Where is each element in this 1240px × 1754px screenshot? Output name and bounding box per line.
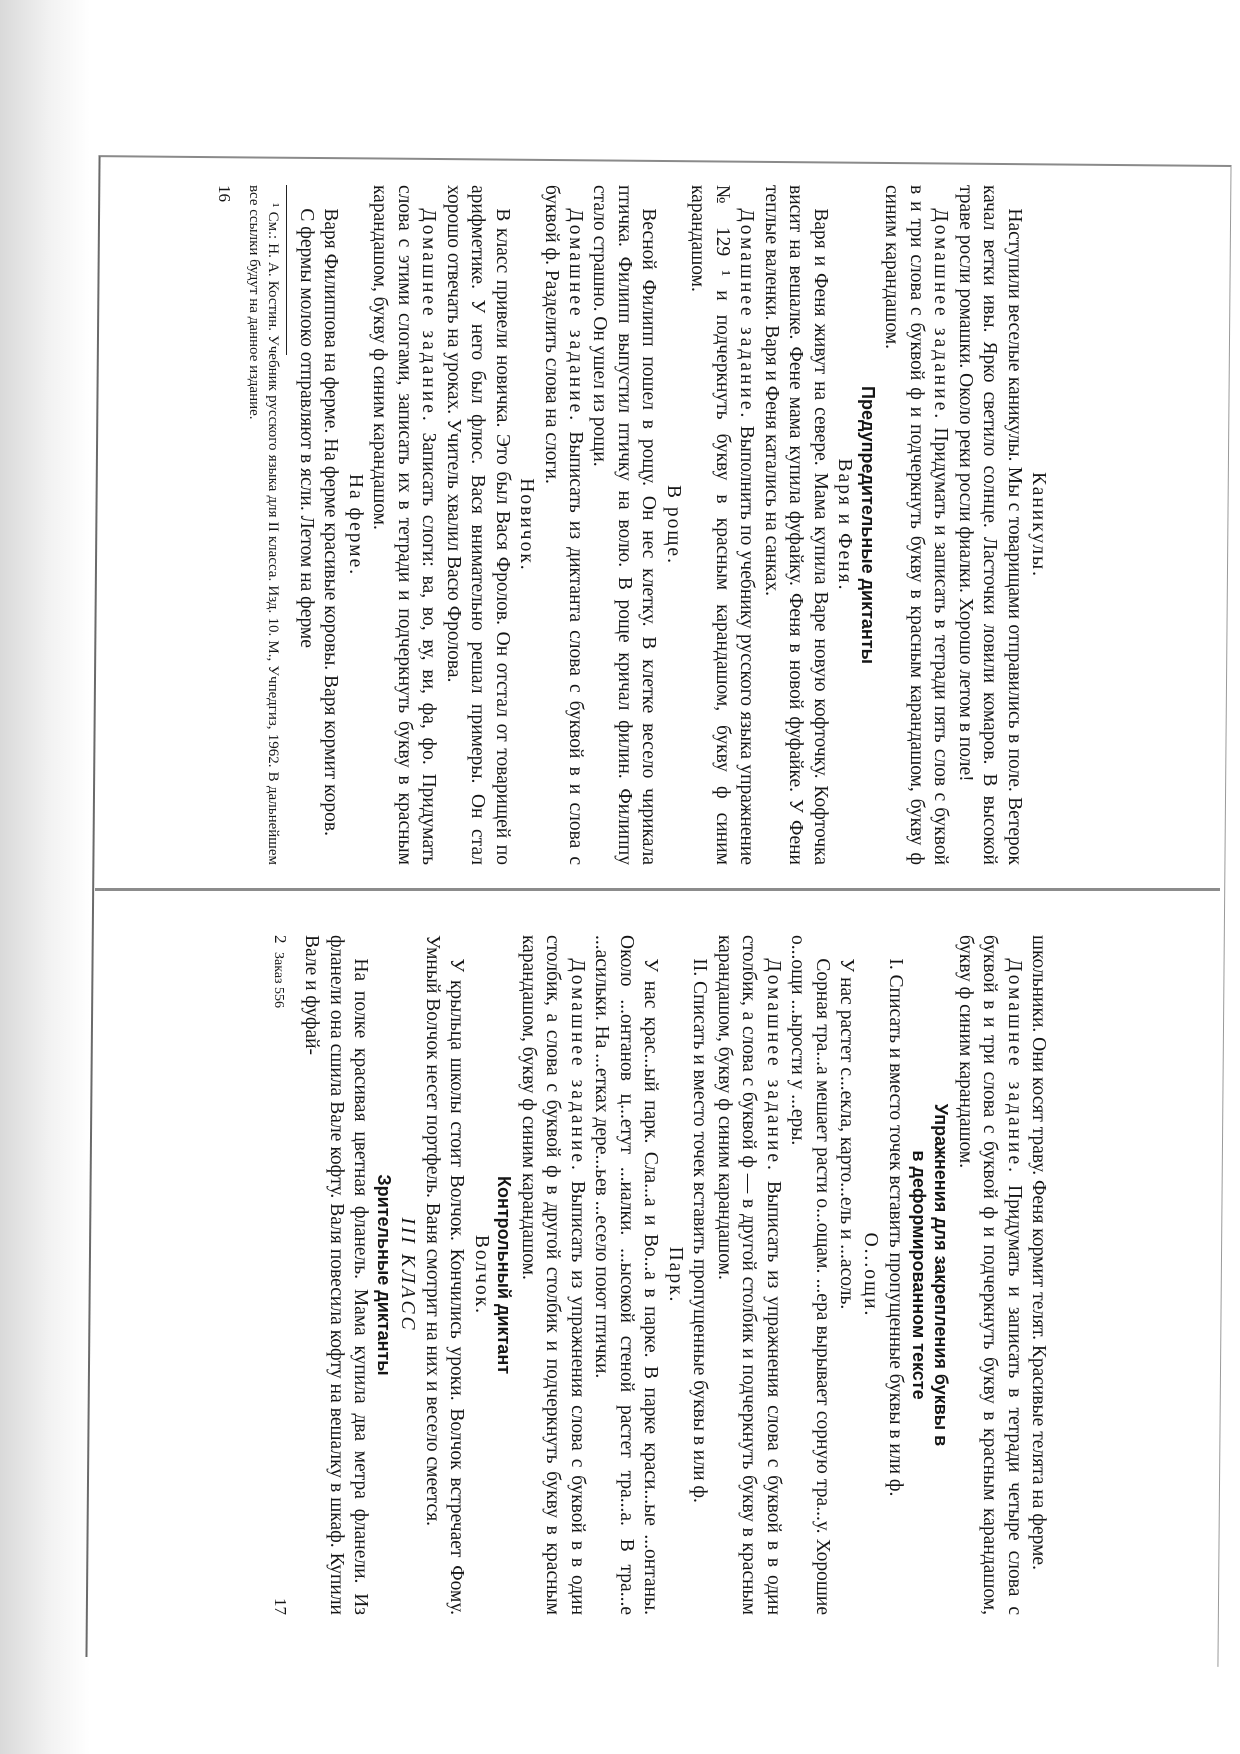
printer-signature (269, 935, 291, 1008)
homework-oochi (711, 935, 784, 1615)
homework-novichok (367, 185, 440, 865)
heading-park: Парк. (664, 1246, 686, 1304)
homework-text: Выписать из диктанта слова с буквой в и слова с буквой ф. Разделить слова на слоги. (540, 185, 586, 865)
homework-text: Записать слоги: ва, во, ву, ви, фа, фо. Придумать слова с этими слогами, записать их в тетради и подчеркнуть букву в красным карандашом, букву ф синим карандашом. (369, 185, 440, 865)
section-heading-exercises-line1: Упражнения для закрепления буквы в (931, 1103, 952, 1447)
paragraph-park: У нас крас...ый парк. Сла...а и Во...а в парке. В парке краси...ые ...онтаны. Около ...онтанов ц...етут ...иалки. ...ысокой стеной растет тра...а. В тра...е ...асильки. На ...етках дере...ьев ...есело поют птички. (591, 935, 662, 1615)
homework-text: Выписать из упражнения слова с буквой в в один столбик, а слова с буквой ф — в другой столбик и подчеркнуть букву в красным карандашом, букву ф синим карандашом. (713, 935, 784, 1615)
class-heading: III КЛАСС (397, 1217, 419, 1333)
section-heading-control: Контрольный диктант (494, 1175, 515, 1375)
homework-label: Домашнее задание. (418, 208, 440, 424)
homework-label: Домашнее задание. (736, 208, 758, 421)
paragraph-varya: Варя и Феня живут на севере. Мама купила Варе новую кофточку. Кофточка висит на вешалке. Фене мама купила фуфайку. Феня в новой фуфайке. У Фени теплые валенки. Варя и Феня катались на санках. (760, 185, 831, 865)
heading-na-ferme: На ферме. (344, 473, 366, 577)
paragraph-volchok: У крыльца школы стоит Волчок. Кончились уроки. Волчок встречает Фому. Умный Волчок несет портфель. Ваня смотрит на них и весело смеется. (421, 935, 468, 1615)
heading-oochi: О...ощи. (860, 1232, 882, 1318)
heading-volchok: Волчок. (470, 1234, 492, 1316)
exercise-instruction-2: II. Списать и вместо точек вставить пропущенные буквы в или ф. (689, 958, 711, 1503)
homework-text: Придумать и записать в тетради пять слов с буквой в и три слова с буквой ф и подчеркнуть букву в красным карандашом, букву ф синим карандашом. (881, 185, 952, 865)
page-footer-17 (269, 935, 291, 1615)
page-16 (160, 185, 1050, 865)
paragraph-na-ferme-1: Варя Филиппова на ферме. На ферме красивые коровы. Варя кормит коров. (320, 208, 342, 836)
paragraph-novichok: В класс привели новичка. Это был Вася Фролов. Он отстал от товарищей по арифметике. У него был флюс. Вася внимательно решал примеры. Он стал хорошо отвечать на уроках. Учитель хвалил Васю Фролова. (442, 185, 513, 865)
paragraph-v-roshche: Весной Филипп пошел в рощу. Он нес клетку. В клетке весело чирикала птичка. Филипп выпустил птичку на волю. В роще кричал филин. Филиппу стало страшно. Он ушел из рощи. (589, 185, 660, 865)
homework-text: Выписать из упражнения слова с буквой в в один столбик, а слова с буквой ф в другой столбик и подчеркнуть букву в красным карандашом, букву ф синим карандашом. (517, 935, 588, 1615)
homework-label: Домашнее задание. (564, 208, 586, 424)
homework-continuation (952, 935, 1025, 1615)
homework-label: Домашнее задание. (1003, 958, 1025, 1176)
heading-kanikuly: Каникулы. (1028, 471, 1049, 579)
homework-label: Домашнее задание. (566, 958, 588, 1173)
footnote: ¹ См.: Н. А. Костин. Учебник русского языка для II класса. Изд. 10. М., Учпедгиз, 1962. В дальнейшем все ссылки будут на данное издание. (245, 185, 282, 865)
signature-number: 2 (271, 935, 291, 944)
homework-varya (685, 185, 758, 865)
footnote-rule (286, 185, 287, 355)
page-17 (160, 935, 1050, 1615)
paragraph-oochi-1: У нас растет с...екла, карто...ель и ...асоль. (836, 958, 858, 1310)
paragraph-continuation: школьники. Они косят траву. Феня кормит телят. Красивые телята на ферме. (1028, 935, 1049, 1570)
homework-text: Придумать и записать в тетради четыре слова с буквой в и три слова с буквой ф и подчеркнуть букву в красным карандашом, букву ф синим карандашом. (954, 935, 1025, 1615)
exercise-instruction-1: I. Списать и вместо точек вставить пропущенные буквы в или ф. (884, 958, 906, 1497)
heading-varya: Варя и Феня. (834, 458, 856, 592)
section-heading-visual: Зрительные диктанты (374, 1174, 395, 1376)
section-heading-exercises-line2: в деформированном тексте (908, 1150, 929, 1400)
page-number-17: 17 (271, 1598, 291, 1615)
page-number-16: 16 (215, 185, 235, 202)
homework-park (515, 935, 588, 1615)
paragraph-oochi-2: Сорная тра...а мешает расти о...ощам. ...ера вырывает сорную тра...у. Хорошие о...ощи ...ырости у ...еры. (787, 935, 833, 1615)
homework-v-roshche (538, 185, 587, 865)
heading-novichok: Новичок. (516, 478, 538, 572)
homework-label: Домашнее задание. (930, 208, 952, 422)
section-heading-preventive: Предупредительные диктанты (857, 386, 878, 664)
homework-text: Выполнить по учебнику русского языка упражнение № 129 ¹ и подчеркнуть букву в красным карандашом, букву ф синим карандашом. (687, 185, 758, 865)
paragraph-kanikuly: Наступили веселые каникулы. Мы с товарищами отправились в поле. Ветерок качал ветки ивы. Ярко светило солнце. Ласточки ловили комаров. В высокой траве росли ромашки. Около реки росли фиалки. Хорошо летом в поле! (954, 185, 1025, 865)
heading-v-roshche: В роще. (662, 485, 684, 565)
homework-label: Домашнее задание. (762, 958, 784, 1173)
paragraph-final: На полке красивая цветная фланель. Мама купила два метра фланели. Из фланели она сшила Вале кофту. Валя повесила кофту на вешалку в шкаф. Купили Вале и фуфай- (301, 935, 372, 1615)
order-number: Заказ 556 (271, 952, 287, 1009)
paragraph-na-ferme-2: С фермы молоко отправляют в ясли. Летом на ферме (295, 208, 317, 648)
homework-kanikuly (879, 185, 952, 865)
